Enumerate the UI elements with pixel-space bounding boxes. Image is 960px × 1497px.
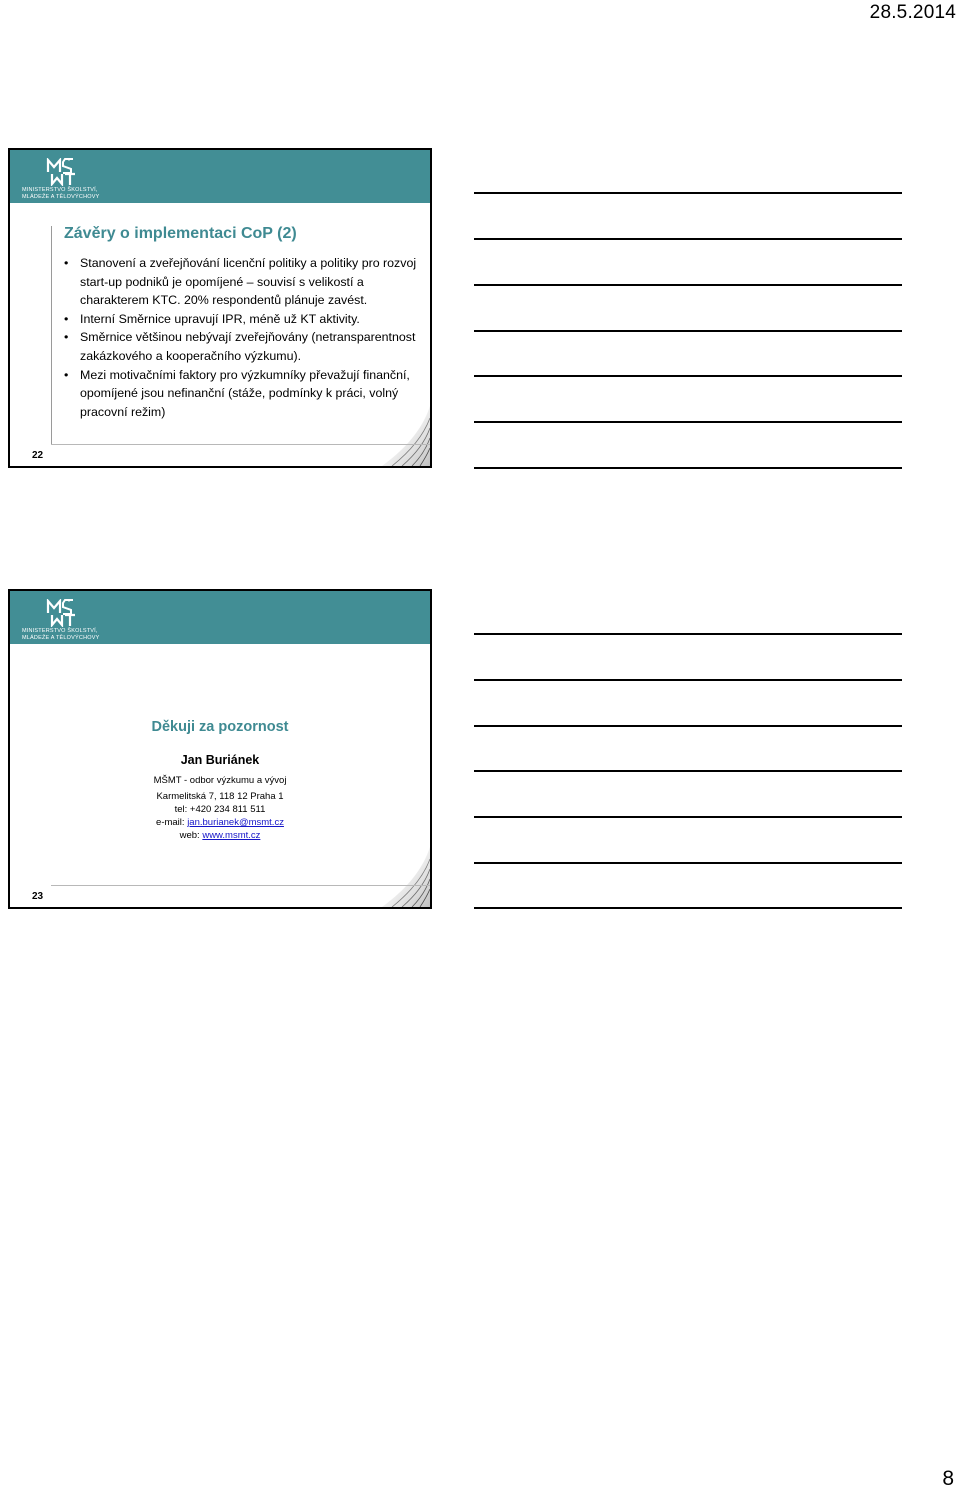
notes-line [474, 421, 902, 423]
slide-header-bar [10, 591, 430, 644]
msmt-logo [22, 158, 102, 200]
contact-department: MŠMT - odbor výzkumu a vývoj [153, 775, 287, 786]
notes-line [474, 907, 902, 909]
notes-line [474, 284, 902, 286]
slide-title: Závěry o implementaci CoP (2) [64, 225, 297, 242]
notes-line [474, 330, 902, 332]
contact-address: Karmelitská 7, 118 12 Praha 1 [156, 791, 284, 802]
msmt-logo-mark-icon [46, 599, 78, 627]
msmt-logo-text [22, 628, 104, 641]
notes-line [474, 375, 902, 377]
slide-23 [8, 589, 432, 909]
author-name: Jan Buriánek [180, 753, 260, 767]
notes-line [474, 238, 902, 240]
email-link[interactable]: jan.burianek@msmt.cz [187, 817, 284, 828]
notes-line [474, 633, 902, 635]
notes-line [474, 862, 902, 864]
slide-number-rule [51, 444, 432, 445]
contact-email-row [10, 817, 430, 828]
msmt-logo-mark-icon [46, 158, 78, 186]
slide-number: 22 [32, 450, 44, 461]
page-number: 8 [942, 1467, 954, 1490]
bullet-list [64, 254, 426, 421]
slide-content-rule [51, 226, 52, 444]
bullet-item: • Stanovení a zveřejňování licenční politiky a politiky pro rozvoj start-up podniků je opomíjené – souvisí s velikostí a charakterem KTC. 20% respondentů plánuje zavést. [64, 254, 426, 310]
msmt-logo [22, 599, 102, 641]
contact-phone: tel: +420 234 811 511 [174, 804, 266, 815]
page-curl-icon [378, 404, 430, 466]
msmt-logo-text [22, 187, 104, 200]
contact-web-row [10, 830, 430, 841]
bullet-item: • Mezi motivačními faktory pro výzkumníky převažují finanční, opomíjené jsou nefinanční (stáže, podmínky k práci, volný pracovní režim) [64, 366, 426, 422]
web-label: web: [179, 830, 200, 841]
notes-line [474, 679, 902, 681]
slide-number: 23 [32, 891, 44, 902]
notes-line [474, 192, 902, 194]
logo-line-1: MINISTERSTVO ŠKOLSTVÍ, [22, 628, 98, 634]
slide-22 [8, 148, 432, 468]
bullet-item: • Směrnice většinou nebývají zveřejňovány (netransparentnost zakázkového a kooperačního výzkumu). [64, 328, 426, 365]
bullet-item: • Interní Směrnice upravují IPR, méně už KT aktivity. [64, 310, 426, 329]
logo-line-2: MLÁDEŽE A TĚLOVÝCHOVY [22, 193, 100, 200]
slide-header-bar [10, 150, 430, 203]
notes-line [474, 725, 902, 727]
slide-number-rule [51, 885, 432, 886]
logo-line-1: MINISTERSTVO ŠKOLSTVÍ, [22, 187, 98, 193]
page-curl-icon [378, 845, 430, 907]
notes-line [474, 816, 902, 818]
page-date: 28.5.2014 [869, 2, 956, 23]
web-link[interactable]: www.msmt.cz [202, 830, 261, 841]
thanks-heading: Děkuji za pozornost [151, 719, 289, 735]
notes-line [474, 770, 902, 772]
notes-line [474, 467, 902, 469]
logo-line-2: MLÁDEŽE A TĚLOVÝCHOVY [22, 634, 100, 641]
email-label: e-mail: [156, 817, 185, 828]
